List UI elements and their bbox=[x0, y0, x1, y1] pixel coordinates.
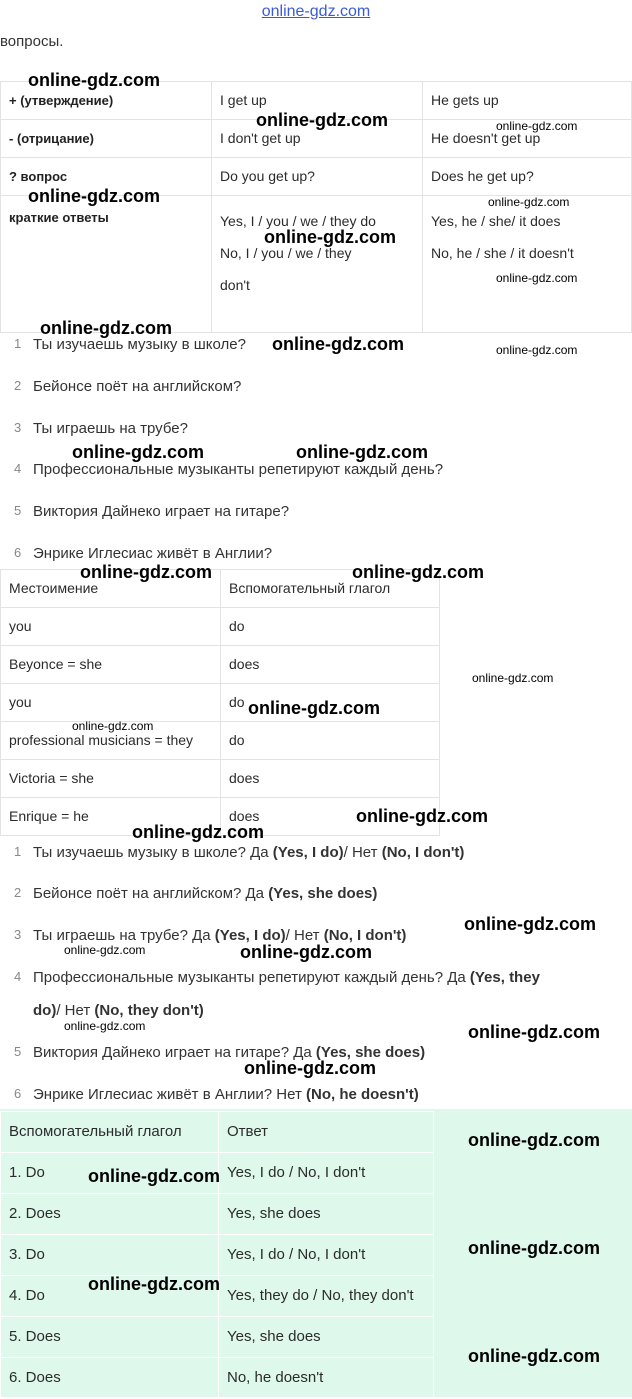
table-cell: ? вопрос bbox=[1, 158, 212, 196]
table-cell: I get up bbox=[212, 82, 423, 120]
table-cell: He gets up bbox=[423, 82, 632, 120]
watermark-text: online-gdz.com bbox=[488, 195, 570, 209]
table-row bbox=[1, 1358, 434, 1399]
table-row bbox=[1, 760, 440, 798]
watermark-text: online-gdz.com bbox=[464, 914, 596, 934]
watermark-text: online-gdz.com bbox=[248, 698, 380, 718]
table-cell: I don't get up bbox=[212, 120, 423, 158]
table-cell: 2. Does bbox=[1, 1194, 219, 1235]
column-header: Местоимение bbox=[1, 570, 221, 608]
answer-table bbox=[0, 1111, 434, 1399]
watermark-text: online-gdz.com bbox=[88, 1274, 220, 1294]
column-header: Вспомогательный глагол bbox=[221, 570, 440, 608]
table-cell: 6. Does bbox=[1, 1358, 219, 1399]
watermark-text: online-gdz.com bbox=[132, 822, 264, 842]
short-answer-line: Yes, he / she/ it does bbox=[431, 213, 561, 229]
table-cell: 5. Does bbox=[1, 1317, 219, 1358]
table-cell: Enrique = he bbox=[1, 798, 221, 836]
table-row bbox=[1, 1235, 434, 1276]
table-cell bbox=[423, 196, 632, 333]
watermark-text: online-gdz.com bbox=[28, 186, 160, 206]
table-cell: Victoria = she bbox=[1, 760, 221, 798]
table-cell bbox=[1, 196, 212, 333]
watermark-text: online-gdz.com bbox=[468, 1130, 600, 1150]
watermark-text: online-gdz.com bbox=[472, 671, 554, 685]
watermark-text: online-gdz.com bbox=[256, 110, 388, 130]
table-cell: 1. Do bbox=[1, 1153, 219, 1194]
table-row bbox=[1, 646, 440, 684]
short-answer-line: No, he / she / it doesn't bbox=[431, 245, 574, 261]
watermark-text: online-gdz.com bbox=[468, 1022, 600, 1042]
short-answer-line: No, I / you / we / they bbox=[220, 245, 352, 261]
table-cell: Yes, she does bbox=[219, 1194, 434, 1235]
site-link[interactable]: online-gdz.com bbox=[261, 3, 371, 20]
table-cell: Does he get up? bbox=[423, 158, 632, 196]
watermark-text: online-gdz.com bbox=[352, 562, 484, 582]
column-header: Ответ bbox=[219, 1112, 434, 1153]
watermark-text: online-gdz.com bbox=[468, 1238, 600, 1258]
table-cell: Yes, they do / No, they don't bbox=[219, 1276, 434, 1317]
table-cell: 3. Do bbox=[1, 1235, 219, 1276]
table-cell: Do you get up? bbox=[212, 158, 423, 196]
table-cell: Beyonce = she bbox=[1, 646, 221, 684]
table-cell: - (отрицание) bbox=[1, 120, 212, 158]
watermark-text: online-gdz.com bbox=[80, 562, 212, 582]
watermark-text: online-gdz.com bbox=[88, 1166, 220, 1186]
short-answer-line: Yes, I / you / we / they do bbox=[220, 213, 376, 229]
watermark-text: online-gdz.com bbox=[496, 271, 578, 285]
watermark-text: online-gdz.com bbox=[296, 442, 428, 462]
table-cell: Yes, I do / No, I don't bbox=[219, 1153, 434, 1194]
table-row bbox=[1, 1194, 434, 1235]
table-cell: professional musicians = they bbox=[1, 722, 221, 760]
watermark-text: online-gdz.com bbox=[356, 806, 488, 826]
table-cell: do bbox=[221, 608, 440, 646]
watermark-text: online-gdz.com bbox=[244, 1058, 376, 1078]
table-row bbox=[1, 1317, 434, 1358]
watermark-text: online-gdz.com bbox=[64, 1019, 146, 1033]
table-header-row bbox=[1, 1112, 434, 1153]
column-header: Вспомогательный глагол bbox=[1, 1112, 219, 1153]
table-cell: He doesn't get up bbox=[423, 120, 632, 158]
table-row bbox=[1, 722, 440, 760]
table-cell: you bbox=[1, 608, 221, 646]
table-cell: does bbox=[221, 798, 440, 836]
table-row bbox=[1, 196, 632, 333]
watermark-text: online-gdz.com bbox=[240, 942, 372, 962]
watermark-text: online-gdz.com bbox=[40, 318, 172, 338]
table-cell: you bbox=[1, 684, 221, 722]
table-cell: Yes, I do / No, I don't bbox=[219, 1235, 434, 1276]
site-header bbox=[0, 0, 632, 24]
watermark-text: online-gdz.com bbox=[468, 1346, 600, 1366]
table-cell: No, he doesn't bbox=[219, 1358, 434, 1399]
watermark-text: online-gdz.com bbox=[264, 227, 396, 247]
table-cell bbox=[212, 196, 423, 333]
watermark-text: online-gdz.com bbox=[64, 943, 146, 957]
table-cell: does bbox=[221, 760, 440, 798]
watermark-text: online-gdz.com bbox=[496, 119, 578, 133]
table-row bbox=[1, 608, 440, 646]
watermark-text: online-gdz.com bbox=[72, 442, 204, 462]
table-cell: 4. Do bbox=[1, 1276, 219, 1317]
intro-text: вопросы. bbox=[0, 33, 64, 50]
short-answer-line: don't bbox=[220, 277, 250, 293]
table-cell: + (утверждение) bbox=[1, 82, 212, 120]
table-cell: Yes, she does bbox=[219, 1317, 434, 1358]
watermark-text: online-gdz.com bbox=[272, 334, 404, 354]
short-answers-label: краткие ответы bbox=[9, 210, 109, 225]
watermark-text: online-gdz.com bbox=[72, 719, 154, 733]
table-cell: do bbox=[221, 684, 440, 722]
table-cell: do bbox=[221, 722, 440, 760]
table-cell: does bbox=[221, 646, 440, 684]
watermark-text: online-gdz.com bbox=[28, 70, 160, 90]
watermark-text: online-gdz.com bbox=[496, 343, 578, 357]
